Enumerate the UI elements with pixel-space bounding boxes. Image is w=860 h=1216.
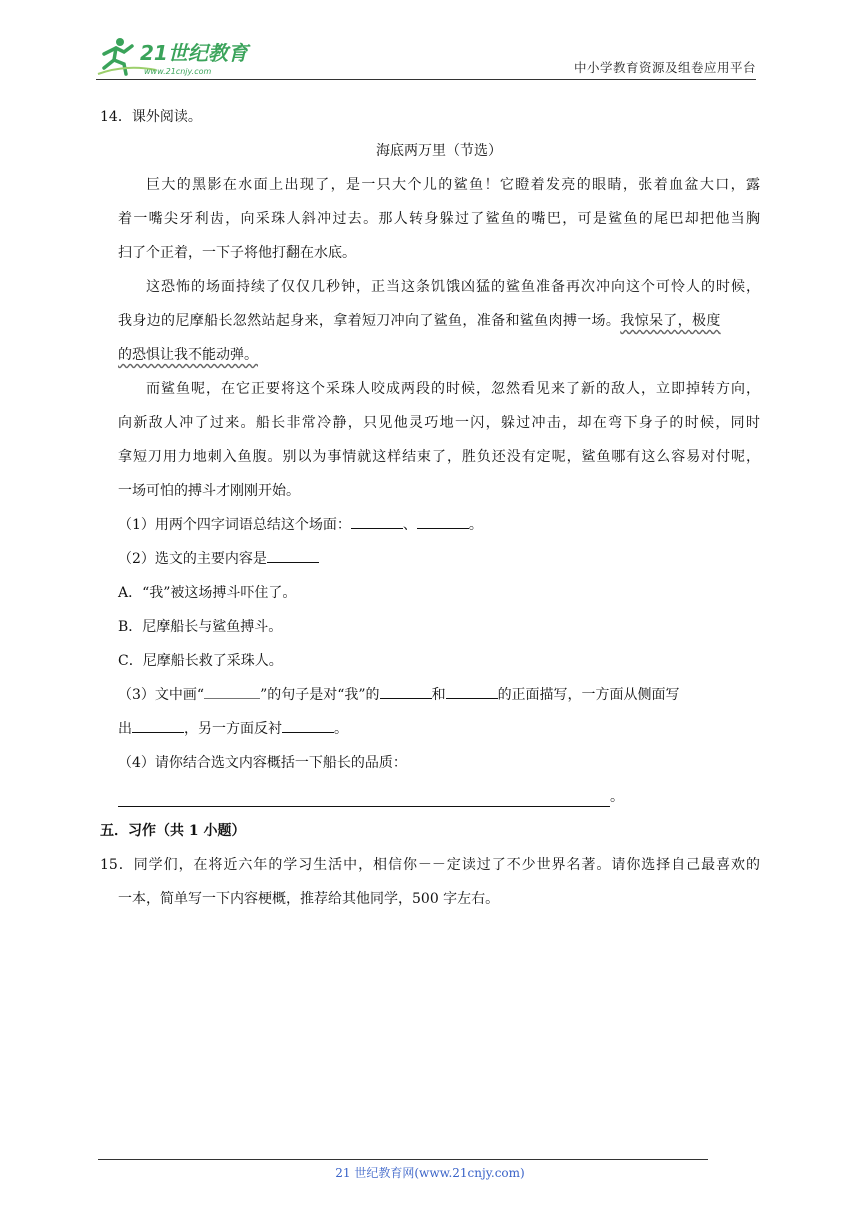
site-logo [96, 34, 256, 78]
answer-line[interactable] [118, 780, 760, 814]
runner-logo-icon [96, 34, 256, 78]
sub-question-3-text: 。 [334, 721, 348, 737]
sub-question-3-text: 出 [118, 721, 132, 737]
answer-blank[interactable] [380, 680, 432, 699]
logo-text: 21世纪教育 [140, 41, 248, 65]
option-b[interactable]: B．尼摩船长与鲨鱼搏斗。 [118, 619, 283, 635]
sub-question-1 [118, 508, 760, 542]
footer-divider [98, 1159, 708, 1160]
article-title: 海底两万里（节选） [376, 143, 502, 159]
paragraph-line: 拿短刀用力地刺入鱼腹。别以为事情就这样结束了，胜负还没有定呢，鲨鱼哪有这么容易对付呢， [118, 449, 760, 465]
question-15-line: 一本，简单写一下内容梗概，推荐给其他同学，500 字左右。 [118, 891, 500, 907]
sub-question-3-text: 和 [431, 687, 446, 703]
question-15-line: 15．同学们，在将近六年的学习生活中，相信你－－定读过了不少世界名著。请你选择自己最喜欢的 [100, 857, 760, 873]
paragraph-line: 扫了个正着，一下子将他打翻在水底。 [118, 245, 356, 261]
sub-question-3-text: ”的句子是对“我”的 [260, 687, 380, 703]
article-paragraph-2 [118, 270, 760, 372]
page-header [96, 30, 756, 80]
paragraph-line: 巨大的黑影在水面上出现了，是一只大个儿的鲨鱼！它瞪着发亮的眼睛，张着血盆大口，露 [146, 177, 760, 193]
separator-text: 、 [402, 517, 417, 533]
option-c[interactable]: C．尼摩船长救了采珠人。 [118, 653, 283, 669]
exam-content [100, 100, 760, 916]
question-14-title: 14．课外阅读。 [100, 109, 202, 125]
answer-blank[interactable] [351, 510, 403, 529]
answer-line-end: 。 [610, 789, 624, 805]
sub-question-3-line-2 [118, 712, 760, 746]
header-platform-text: 中小学教育资源及组卷应用平台 [573, 60, 756, 75]
paragraph-text: 我身边的尼摩船长忽然站起身来，拿着短刀冲向了鲨鱼，准备和鲨鱼肉搏一场。 [118, 313, 621, 329]
answer-underline[interactable] [118, 806, 610, 807]
paragraph-line: 向新敌人冲了过来。船长非常冷静，只见他灵巧地一闪，躲过冲击，却在弯下身子的时候，同时 [118, 415, 760, 431]
section-heading: 五．习作（共 1 小题） [100, 823, 246, 839]
wavy-underlined-sentence-end: 的恐惧让我不能动弹。 [118, 347, 258, 363]
answer-blank[interactable] [446, 680, 498, 699]
sub-question-2-prompt: （2）选文的主要内容是 [118, 551, 267, 567]
sub-question-2 [118, 542, 760, 576]
logo-url-text: www.21cnjy.com [144, 67, 212, 76]
answer-blank[interactable] [417, 510, 469, 529]
option-a[interactable]: A．“我”被这场搏斗吓住了。 [118, 585, 297, 601]
answer-blank[interactable] [267, 544, 319, 563]
sub-question-3-text: （3）文中画“ [118, 687, 205, 703]
paragraph-line: 而鲨鱼呢，在它正要将这个采珠人咬成两段的时候，忽然看见来了新的敌人，立即掉转方向， [146, 381, 760, 397]
paragraph-line: 一场可怕的搏斗才刚刚开始。 [118, 483, 300, 499]
sub-question-4: （4）请你结合选文内容概括一下船长的品质： [118, 755, 407, 771]
sub-question-3 [118, 678, 760, 712]
wavy-underlined-sentence: 我惊呆了，极度 [620, 313, 721, 329]
footer-link[interactable]: 21 世纪教育网(www.21cnjy.com) [335, 1166, 525, 1180]
answer-blank[interactable] [282, 714, 334, 733]
question-15 [100, 848, 760, 916]
paragraph-line [118, 304, 760, 338]
sub-question-1-end: 。 [468, 517, 483, 533]
sub-question-1-prompt: （1）用两个四字词语总结这个场面： [118, 517, 351, 533]
sub-question-3-text: ，另一方面反衬 [184, 721, 282, 737]
paragraph-line: 这恐怖的场面持续了仅仅几秒钟，正当这条饥饿凶猛的鲨鱼准备再次冲向这个可怜人的时候， [146, 279, 760, 295]
dotted-blank [204, 680, 260, 699]
answer-blank[interactable] [132, 714, 184, 733]
article-paragraph-3 [118, 372, 760, 508]
header-divider [96, 79, 756, 80]
sub-question-3-text: 的正面描写，一方面从侧面写 [497, 687, 680, 703]
paragraph-line: 着一嘴尖牙利齿，向采珠人斜冲过去。那人转身躲过了鲨鱼的嘴巴，可是鲨鱼的尾巴却把他当胸 [118, 211, 760, 227]
article-paragraph-1 [118, 168, 760, 270]
paragraph-line [118, 338, 760, 372]
